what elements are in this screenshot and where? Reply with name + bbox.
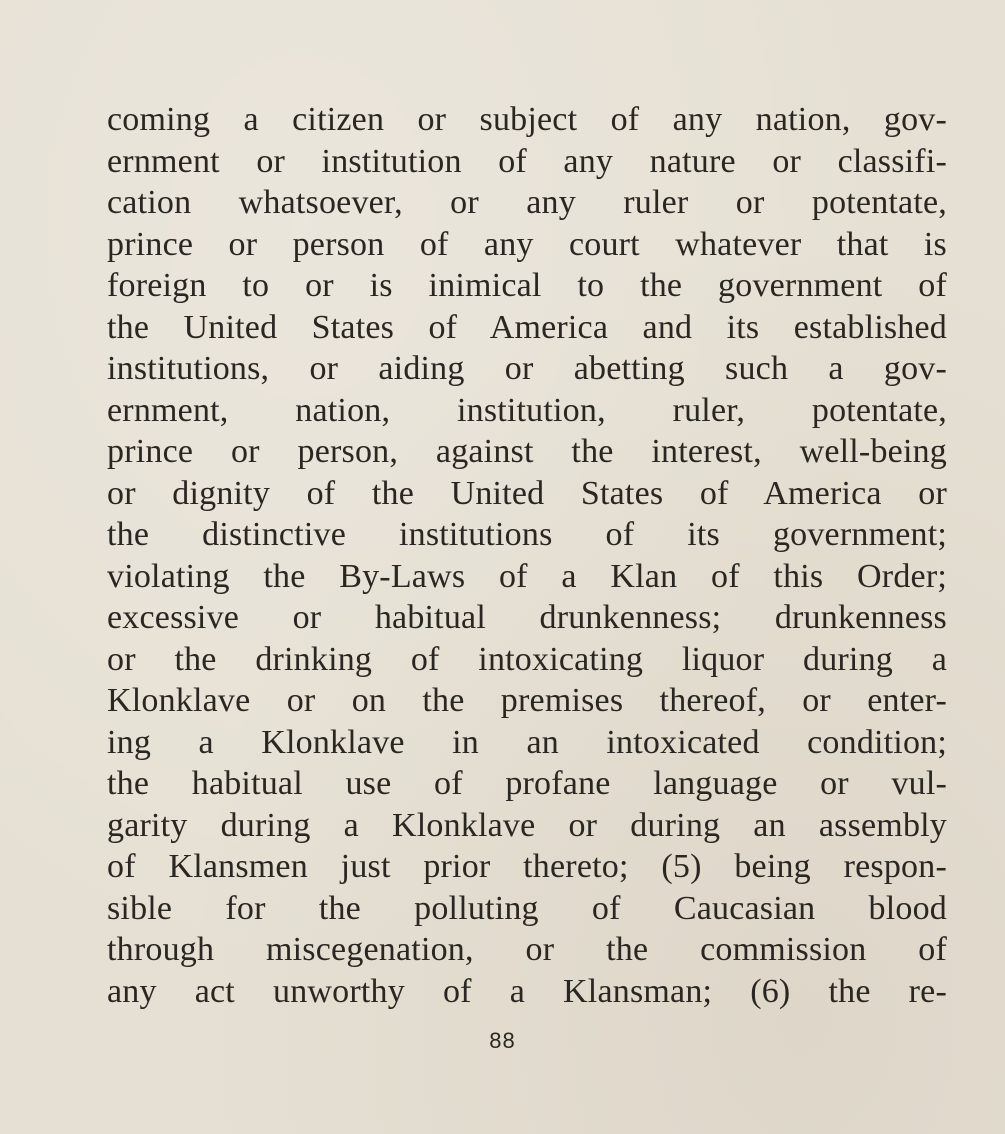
text-line: prince or person of any court whatever that is — [107, 225, 947, 263]
page-number: 88 — [489, 1028, 516, 1053]
text-line: or dignity of the United States of America or — [107, 474, 947, 512]
text-line: ernment, nation, institution, ruler, potentate, — [107, 391, 947, 429]
text-line: cation whatsoever, or any ruler or potentate, — [107, 184, 947, 221]
text-line: or the drinking of intoxicating liquor during a — [107, 640, 947, 678]
text-line: through miscegenation, or the commission of — [107, 931, 947, 968]
text-line: excessive or habitual drunkenness; drunkenness — [107, 599, 947, 636]
text-line: the habitual use of profane language or vul- — [107, 765, 947, 802]
text-line: Klonklave or on the premises thereof, or enter- — [107, 682, 947, 719]
body-text — [107, 99, 947, 1012]
text-line: violating the By-Laws of a Klan of this Order; — [107, 557, 947, 595]
text-line: of Klansmen just prior thereto; (5) being respon- — [107, 848, 947, 885]
text-line: ernment or institution of any nature or classifi- — [107, 142, 947, 180]
text-line: any act unworthy of a Klansman; (6) the re- — [107, 972, 947, 1010]
text-line: ing a Klonklave in an intoxicated condition; — [107, 723, 947, 761]
text-line: prince or person, against the interest, well-being — [107, 433, 947, 470]
text-line: foreign to or is inimical to the government of — [107, 267, 947, 304]
text-line: sible for the polluting of Caucasian blood — [107, 889, 947, 927]
text-line: coming a citizen or subject of any nation, gov- — [107, 101, 947, 138]
text-line: garity during a Klonklave or during an assembly — [107, 806, 947, 844]
text-line: the United States of America and its established — [107, 308, 947, 346]
text-line: institutions, or aiding or abetting such a gov- — [107, 350, 947, 387]
text-line: the distinctive institutions of its government; — [107, 516, 947, 553]
